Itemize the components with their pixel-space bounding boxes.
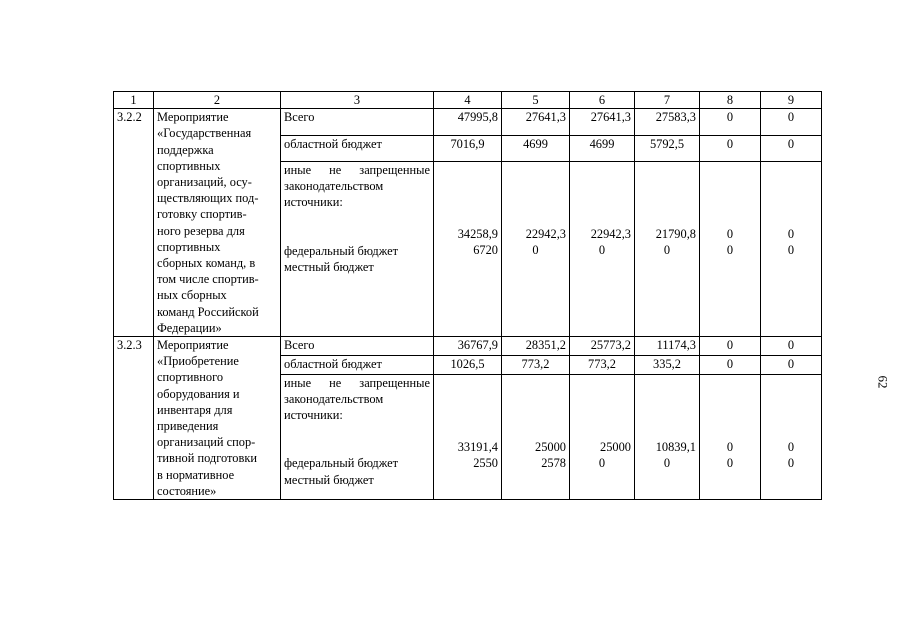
- budget-table: [113, 91, 822, 500]
- value-cell: 10839,1 0: [635, 374, 700, 499]
- total-label: Всего: [281, 109, 434, 135]
- value-cell: 27641,3: [502, 109, 570, 135]
- value-cell: 773,2: [570, 355, 635, 374]
- value-cell: 5792,5: [635, 135, 700, 161]
- row-code: 3.2.3: [114, 337, 154, 500]
- local-label: местный бюджет: [284, 259, 374, 274]
- total-label: Всего: [281, 337, 434, 356]
- row-code: 3.2.2: [114, 109, 154, 337]
- value-cell: 4699: [502, 135, 570, 161]
- value-cell: 1026,5: [434, 355, 502, 374]
- header-cell: 2: [154, 92, 281, 109]
- row-title: Мероприятие «Государственная поддержка спортивных организаций, осу- ществляющих под- готовку спортив- ного резерва для спортивных сборных команд, в том числе спортив- ных сборных команд Российской Федерации»: [154, 109, 281, 337]
- federal-label: федеральный бюджет: [284, 243, 399, 258]
- value-cell: 25000 2578: [502, 374, 570, 499]
- header-cell: 5: [502, 92, 570, 109]
- value-cell: 0: [761, 135, 822, 161]
- value-cell: 25773,2: [570, 337, 635, 356]
- value-cell: 773,2: [502, 355, 570, 374]
- federal-label: федеральный бюджет: [284, 456, 399, 471]
- header-cell: 8: [700, 92, 761, 109]
- value-cell: 22942,3 0: [502, 162, 570, 337]
- header-cell: 4: [434, 92, 502, 109]
- regional-label: областной бюджет: [281, 135, 434, 161]
- value-cell: 0 0: [700, 162, 761, 337]
- header-cell: 6: [570, 92, 635, 109]
- table-row: [114, 337, 822, 356]
- value-cell: 7016,9: [434, 135, 502, 161]
- value-cell: 27583,3: [635, 109, 700, 135]
- table-row: [114, 109, 822, 135]
- header-cell: 1: [114, 92, 154, 109]
- value-cell: 0 0: [761, 162, 822, 337]
- header-cell: 3: [281, 92, 434, 109]
- value-cell: 11174,3: [635, 337, 700, 356]
- value-cell: 4699: [570, 135, 635, 161]
- header-cell: 9: [761, 92, 822, 109]
- value-cell: 0: [761, 109, 822, 135]
- value-cell: 34258,9 6720: [434, 162, 502, 337]
- regional-label: областной бюджет: [281, 355, 434, 374]
- local-label: местный бюджет: [284, 472, 374, 487]
- value-cell: 0: [761, 337, 822, 356]
- value-cell: 33191,4 2550: [434, 374, 502, 499]
- value-cell: 0: [700, 337, 761, 356]
- header-cell: 7: [635, 92, 700, 109]
- value-cell: 21790,8 0: [635, 162, 700, 337]
- value-cell: 0 0: [700, 374, 761, 499]
- value-cell: 0: [700, 355, 761, 374]
- header-row: [114, 92, 822, 109]
- value-cell: 28351,2: [502, 337, 570, 356]
- value-cell: 47995,8: [434, 109, 502, 135]
- value-cell: 36767,9: [434, 337, 502, 356]
- value-cell: 25000 0: [570, 374, 635, 499]
- sources-label: иные не запрещенные законодательством источники: федеральный бюджет местный бюджет: [281, 162, 434, 337]
- page-number: 62: [875, 375, 891, 389]
- row-title: Мероприятие «Приобретение спортивного оборудования и инвентаря для приведения организаций спор- тивной подготовки в нормативное состояние»: [154, 337, 281, 500]
- value-cell: 27641,3: [570, 109, 635, 135]
- value-cell: 22942,3 0: [570, 162, 635, 337]
- value-cell: 0: [761, 355, 822, 374]
- value-cell: 335,2: [635, 355, 700, 374]
- value-cell: 0: [700, 109, 761, 135]
- value-cell: 0 0: [761, 374, 822, 499]
- sources-label: иные не запрещенные законодательством источники: федеральный бюджет местный бюджет: [281, 374, 434, 499]
- value-cell: 0: [700, 135, 761, 161]
